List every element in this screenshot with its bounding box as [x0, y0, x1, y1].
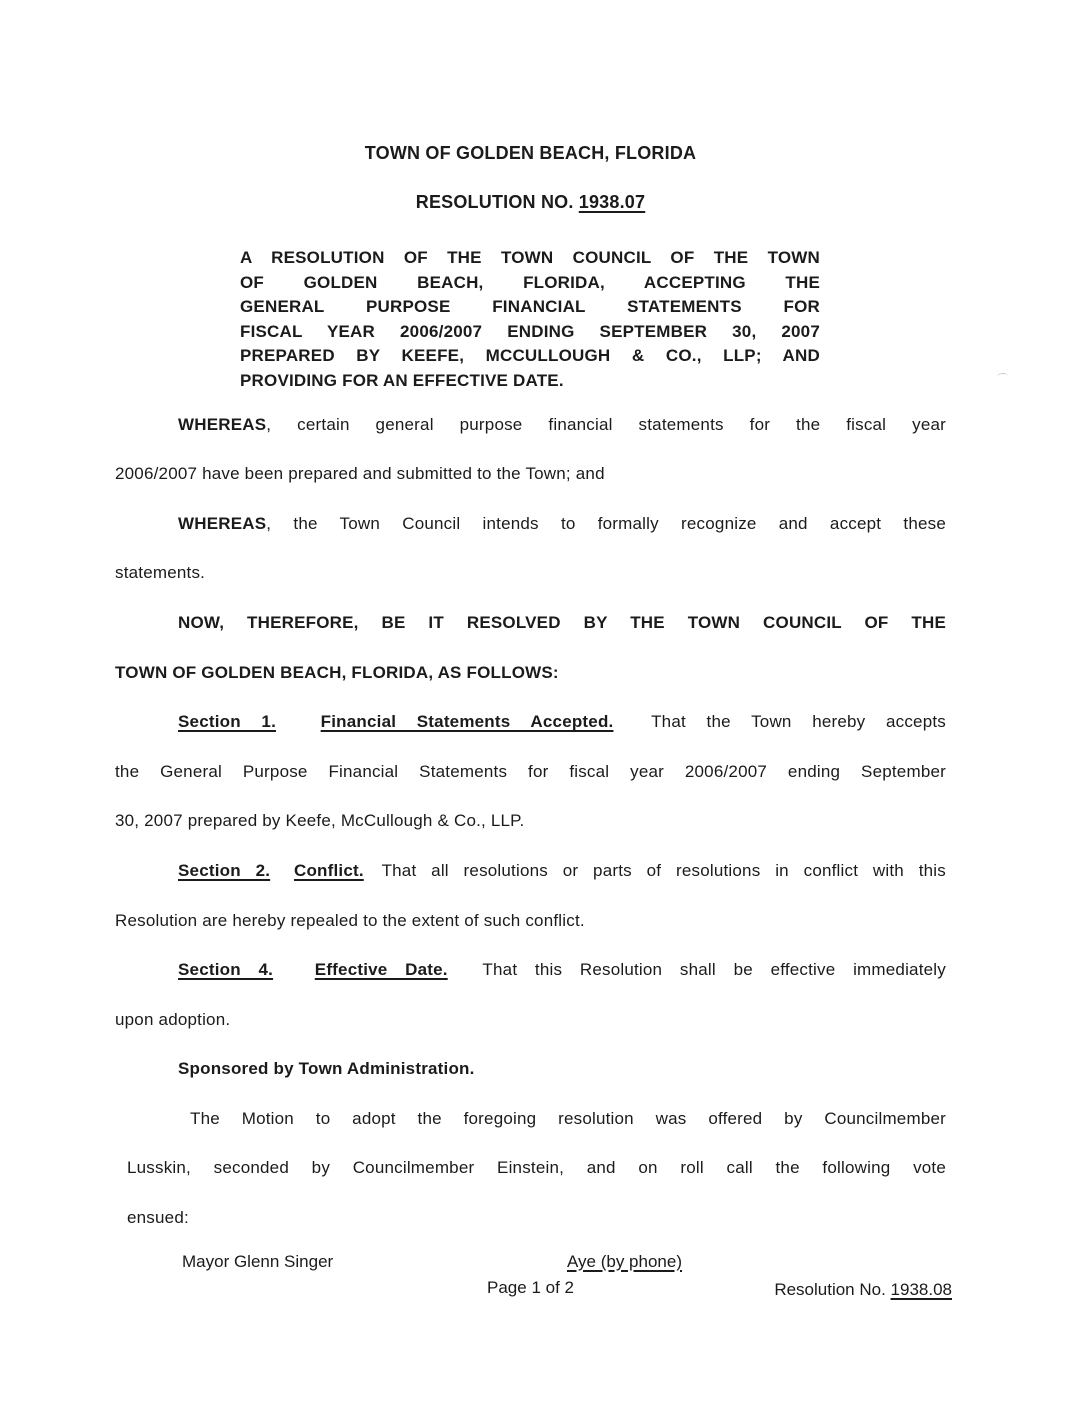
motion-line-2 — [115, 1143, 946, 1193]
headline-line: PROVIDING FOR AN EFFECTIVE DATE. — [240, 370, 564, 390]
section-1-line-2 — [115, 747, 946, 797]
headline-line: FISCAL YEAR 2006/2007 ENDING SEPTEMBER 30, 2007 — [240, 321, 820, 341]
page-footer — [115, 1276, 952, 1300]
section-heading: Conflict. — [293, 860, 364, 880]
paragraph-text: Sponsored by Town Administration. — [178, 1059, 475, 1079]
resolved-clause-line-1 — [115, 598, 946, 648]
paragraph-text: Lusskin, seconded by Councilmember Einstein, and on roll call the following vote — [127, 1158, 946, 1178]
document-title: TOWN OF GOLDEN BEACH, FLORIDA — [364, 143, 697, 163]
whereas-paragraph-2-line-2 — [115, 548, 946, 598]
resolution-body — [115, 400, 946, 1243]
motion-line-1 — [115, 1094, 946, 1144]
paragraph-text: The Motion to adopt the foregoing resolution was offered by Councilmember — [190, 1108, 946, 1128]
paragraph-text: the General Purpose Financial Statements for fiscal year 2006/2007 ending September — [115, 761, 946, 781]
paragraph-text: That the Town hereby accepts — [651, 712, 946, 732]
paragraph-text: That all resolutions or parts of resolutions in conflict with this — [381, 860, 946, 880]
resolution-headline — [240, 246, 820, 394]
section-1-line-1 — [115, 697, 946, 747]
motion-line-3 — [115, 1193, 946, 1243]
footer-resolution-number — [774, 1278, 952, 1302]
page-indicator: Page 1 of 2 — [487, 1277, 574, 1297]
vote-row — [115, 1248, 946, 1275]
paragraph-text: 2006/2007 have been prepared and submitted to the Town; and — [115, 464, 605, 484]
section-number: Section 1. — [178, 712, 277, 732]
whereas-paragraph-1-line-2 — [115, 449, 946, 499]
paragraph-text: Resolution are hereby repealed to the extent of such conflict. — [115, 910, 585, 930]
section-heading: Effective Date. — [314, 960, 448, 980]
paragraph-text: , certain general purpose financial statements for the fiscal year — [266, 414, 946, 434]
whereas-paragraph-2-line-1 — [115, 499, 946, 549]
section-2-line-2 — [115, 896, 946, 946]
section-4-line-1 — [115, 945, 946, 995]
section-2-line-1 — [115, 846, 946, 896]
resolution-number-label: RESOLUTION NO. — [415, 192, 579, 212]
resolution-number-heading — [115, 191, 946, 213]
paragraph-text: ensued: — [127, 1208, 189, 1228]
vote-value: Aye (by phone) — [567, 1251, 682, 1271]
footer-resolution-label: Resolution No. — [774, 1279, 891, 1299]
paragraph-text: 30, 2007 prepared by Keefe, McCullough & Co., LLP. — [115, 811, 525, 831]
whereas-keyword: WHEREAS — [178, 513, 267, 533]
resolved-clause-line-2 — [115, 648, 946, 698]
section-1-line-3 — [115, 796, 946, 846]
headline-line: OF GOLDEN BEACH, FLORIDA, ACCEPTING THE — [240, 272, 820, 292]
headline-line: A RESOLUTION OF THE TOWN COUNCIL OF THE TOWN — [240, 248, 820, 267]
sponsored-line — [115, 1044, 946, 1094]
paragraph-text: upon adoption. — [115, 1009, 231, 1029]
section-heading: Financial Statements Accepted. — [320, 712, 614, 732]
paragraph-text: That this Resolution shall be effective immediately — [482, 960, 946, 980]
headline-line: GENERAL PURPOSE FINANCIAL STATEMENTS FOR — [240, 297, 820, 317]
resolution-number-value: 1938.07 — [578, 192, 646, 212]
section-4-line-2 — [115, 995, 946, 1045]
section-number: Section 4. — [178, 960, 274, 980]
whereas-keyword: WHEREAS — [178, 414, 267, 434]
whereas-paragraph-1-line-1 — [115, 400, 946, 450]
paragraph-text: , the Town Council intends to formally recognize and accept these — [266, 513, 946, 533]
paragraph-text: TOWN OF GOLDEN BEACH, FLORIDA, AS FOLLOWS: — [115, 662, 559, 682]
vote-member-name: Mayor Glenn Singer — [182, 1251, 334, 1271]
footer-resolution-value: 1938.08 — [890, 1279, 952, 1299]
section-number: Section 2. — [178, 860, 271, 880]
paragraph-text: statements. — [115, 563, 206, 583]
paragraph-text: NOW, THEREFORE, BE IT RESOLVED BY THE TOWN COUNCIL OF THE — [178, 612, 946, 632]
headline-line: PREPARED BY KEEFE, MCCULLOUGH & CO., LLP; AND — [240, 346, 820, 366]
